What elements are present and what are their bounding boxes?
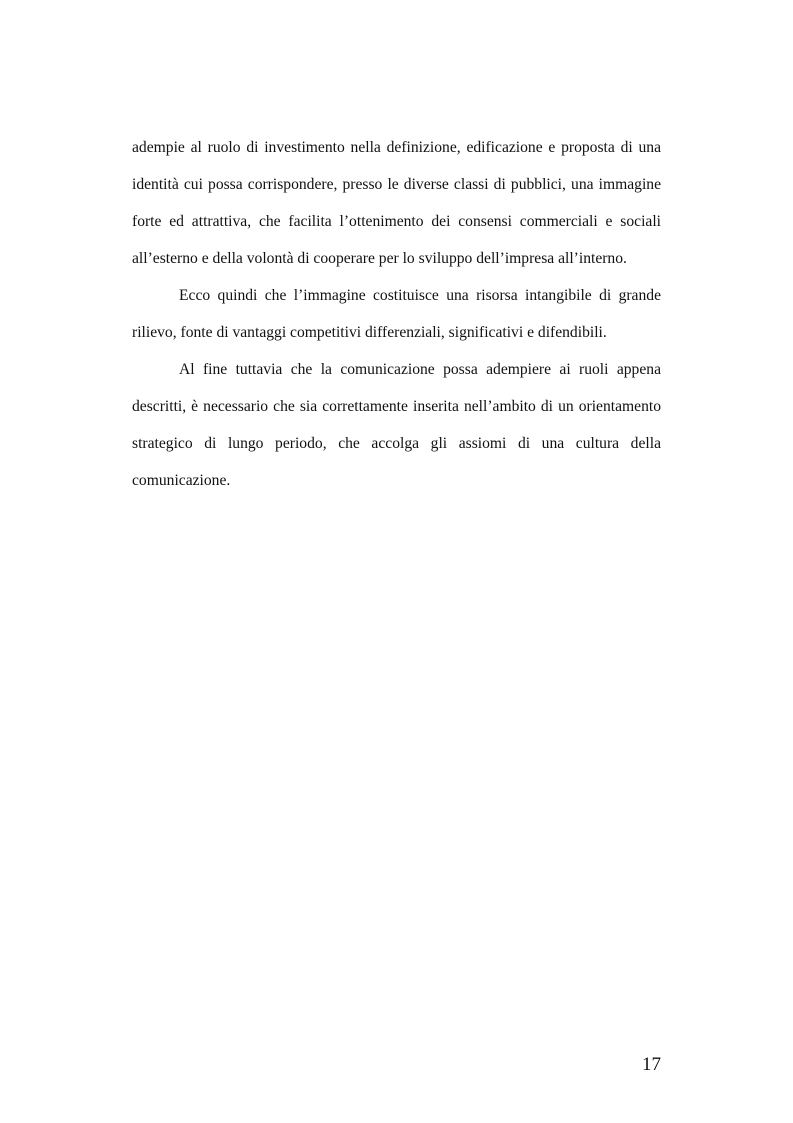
body-text bbox=[132, 129, 661, 499]
page-number: 17 bbox=[642, 1054, 661, 1075]
paragraph-image-resource: Ecco quindi che l’immagine costituisce una risorsa intangibile di grande rilievo, fonte di vantaggi competitivi differenziali, significativi e difendibili. bbox=[132, 287, 661, 341]
paragraph-communication-strategy: Al fine tuttavia che la comunicazione possa adempiere ai ruoli appena descritti, è necessario che sia correttamente inserita nell’ambito di un orientamento strategico di lungo periodo, che accolga gli assiomi di una cultura della comunicazione. bbox=[132, 361, 661, 489]
paragraph-continuation: adempie al ruolo di investimento nella definizione, edificazione e proposta di una identità cui possa corrispondere, presso le diverse classi di pubblici, una immagine forte ed attrattiva, che facilita l’ottenimento dei consensi commerciali e sociali all’esterno e della volontà di cooperare per lo sviluppo dell’impresa all’interno. bbox=[132, 139, 661, 267]
